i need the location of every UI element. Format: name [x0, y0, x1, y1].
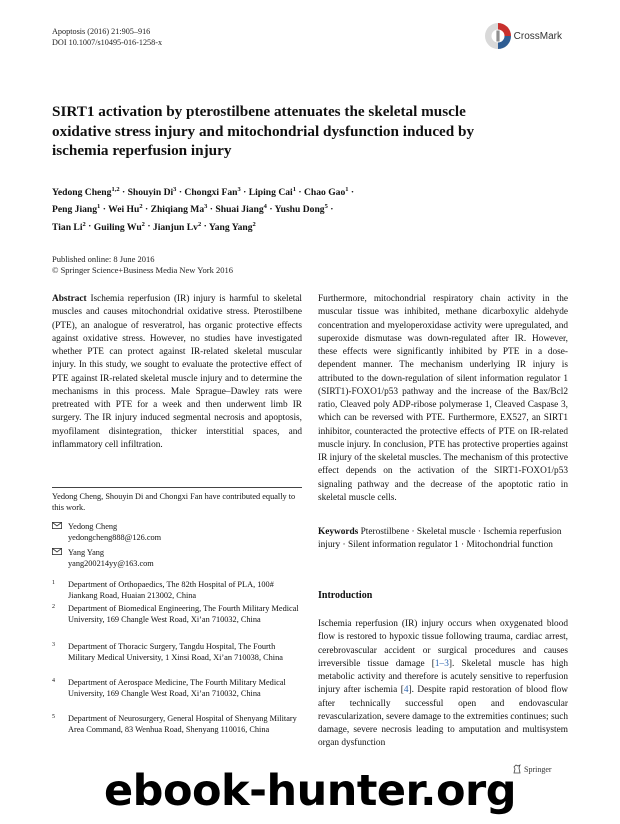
author: Chao Gao$^1$ [303, 186, 349, 199]
author: Chongxi Fan$^3$ [184, 186, 241, 199]
journal-reference [52, 26, 162, 48]
author: Yang Yang$^2$ [208, 220, 256, 233]
author: Shuai Jiang$^4$ [215, 203, 267, 216]
affiliation-number: 5 [52, 714, 55, 720]
published-date: Published online: 8 June 2016 [52, 254, 155, 264]
article-title: SIRT1 activation by pterostilbene attenuates the skeletal muscle oxidative stress injury and mitochondrial dysfunction induced by ischemia reperfusion injury [52, 103, 475, 159]
citation-link[interactable]: 4 [403, 685, 409, 696]
springer-label: Springer [524, 764, 552, 774]
author: Shouyin Di$^3$ [127, 186, 177, 199]
correspondence-1 [52, 521, 302, 543]
correspondence-2 [52, 547, 302, 569]
author: Jianjun Lv$^2$ [152, 220, 202, 233]
affiliation-text: Department of Aerospace Medicine, The Fourth Military Medical University, 169 Changle West Road, Xi’an 710032, China [68, 678, 286, 698]
watermark: ebook-hunter.org [104, 766, 516, 816]
abstract-right [318, 293, 568, 505]
corresponding-author-name: Yedong Cheng [68, 522, 118, 531]
keywords-label: Keywords [318, 527, 359, 537]
affiliation [52, 713, 302, 735]
keywords [318, 526, 568, 553]
affiliation [52, 677, 302, 699]
author: Yedong Cheng$^{1,2}$ [52, 186, 120, 199]
affiliation-text: Department of Orthopaedics, The 82th Hospital of PLA, 100# Jiankang Road, Huaian 213002, China [68, 580, 274, 600]
affiliation [52, 603, 302, 625]
crossmark-badge[interactable] [484, 20, 562, 52]
affiliation-number: 4 [52, 678, 55, 684]
journal-citation: Apoptosis (2016) 21:905–916 [52, 27, 151, 36]
citation-link[interactable]: 1–3 [434, 658, 449, 669]
corresponding-author-email[interactable]: yang200214yy@163.com [68, 559, 154, 568]
contribution-note: Yedong Cheng, Shouyin Di and Chongxi Fan have contributed equally to this work. [52, 492, 296, 512]
author-list: Yedong Cheng$^{1,2}$ · Shouyin $Di^3$ · Chongxi Fan$^3$ · Liping Cai$^1$ · Chao Gao$^1$ · Peng Jiang$^1$ · Wei $Hu^2$ · Zhiqiang $Ma^3$ · Shuai Jiang$^4$ · Yushu Dong$^5$ · Tian $Li^2$ · Guiling $Wu^2$ · Jianjun $Lv^2$ · Yang Yang$^2$ [52, 186, 355, 233]
abstract-text-left: Ischemia reperfusion (IR) injury is harmful to skeletal muscles and causes mitochondrial oxidative stress. Pterostilbene (PTE), an analogue of resveratrol, has organic protective effects against oxidative stress. However, no studies have investigated whether PTE can protect against IR-related skeletal muscular injury. In this study, we sought to evaluate the protective effect of PTE against IR-related skeletal muscle injury and to determine the mechanisms in this process. Male Sprague–Dawley rats were pretreated with PTE for a week and then underwent limb IR surgery. The IR injury induced segmental necrosis and apoptosis, myofilament disintegration, thicker interstitial spaces, and inflammatory cell infiltration. [52, 294, 302, 450]
abstract-label: Abstract [52, 294, 87, 304]
author: Guiling Wu$^2$ [93, 220, 145, 233]
affiliation-number: 1 [52, 580, 55, 586]
abstract-text-right: Furthermore, mitochondrial respiratory chain activity in the muscular tissue was inhibited, methane dicarboxylic aldehyde concentration and myeloperoxidase activity were upregulated, and superoxide dismutase was down-regulated after IR. However, these effects were significantly inhibited by PTE in a dose-dependent manner. The mechanism underlying IR injury is attributed to the down-regulation of silent information regulator 1 (SIRT1)-FOXO1/p53 pathway and the increase of the Bax/Bcl2 ratio, Cleaved poly ADP-ribose polymerase 1, Cleaved Caspase 3, which can be reversed with PTE. Furthermore, EX527, an SIRT1 inhibitor, counteracted the protective effects of PTE on IR-related muscle injury. In conclusion, PTE has protective properties against IR injury of the skeletal muscles. The mechanism of this protective effect depends on the activation of the SIRT1-FOXO1/p53 signaling pathway and the decrease of the apoptotic ratio in skeletal muscle cells. [318, 294, 568, 503]
footnote-divider [52, 487, 302, 488]
copyright: © Springer Science+Business Media New York 2016 [52, 265, 233, 275]
publication-info [52, 254, 233, 276]
envelope-icon [52, 522, 62, 529]
corresponding-author-email[interactable]: yedongcheng888@126.com [68, 533, 162, 542]
author: Liping Cai$^1$ [248, 186, 296, 199]
author: Tian Li$^2$ [52, 220, 86, 233]
keywords-text: Pterostilbene · Skeletal muscle · Ischemia reperfusion injury · Silent information regulator 1 · Mitochondrial function [318, 527, 562, 551]
envelope-icon [52, 548, 62, 555]
author: Zhiqiang Ma$^3$ [150, 203, 208, 216]
introduction-heading: Introduction [318, 590, 373, 601]
affiliation-text: Department of Neurosurgery, General Hospital of Shenyang Military Area Command, 83 Wenhua Road, Shenyang 110016, China [68, 714, 297, 734]
author: Yushu Dong$^5$ [274, 203, 328, 216]
crossmark-icon [484, 22, 512, 50]
author: Peng Jiang$^1$ [52, 203, 101, 216]
affiliation-number: 2 [52, 604, 55, 610]
crossmark-label: CrossMark [513, 30, 562, 42]
affiliation [52, 579, 302, 601]
journal-doi[interactable]: DOI 10.1007/s10495-016-1258-x [52, 38, 163, 47]
corresponding-author-name: Yang Yang [68, 548, 105, 557]
affiliation [52, 641, 302, 663]
introduction-text: Ischemia reperfusion (IR) injury occurs when oxygenated blood flow is restored to hypoxic tissue following trauma, cardiac arrest, cerebrovascular accident or surgical procedures and causes irreversible tissue damage [1–3]. Skeletal muscle has high metabolic activity and therefore is acutely sensitive to reperfusion injury after ischemia [4]. Despite rapid restoration of blood flow after technically successful open and endovascular revascularization, severe damage to the extremities continues; such damage, severe necrosis leading to amputation and multisystem organ dysfunction [318, 619, 569, 749]
affiliation-text: Department of Thoracic Surgery, Tangdu Hospital, The Fourth Military Medical University, 1 Xinsi Road, Xi’an 710038, China [68, 642, 283, 662]
author: Wei Hu$^2$ [108, 203, 143, 216]
abstract-left [52, 293, 302, 452]
affiliation-number: 3 [52, 642, 55, 648]
affiliation-text: Department of Biomedical Engineering, The Fourth Military Medical University, 169 Changle West Road, Xi’an 710032, China [68, 604, 299, 624]
